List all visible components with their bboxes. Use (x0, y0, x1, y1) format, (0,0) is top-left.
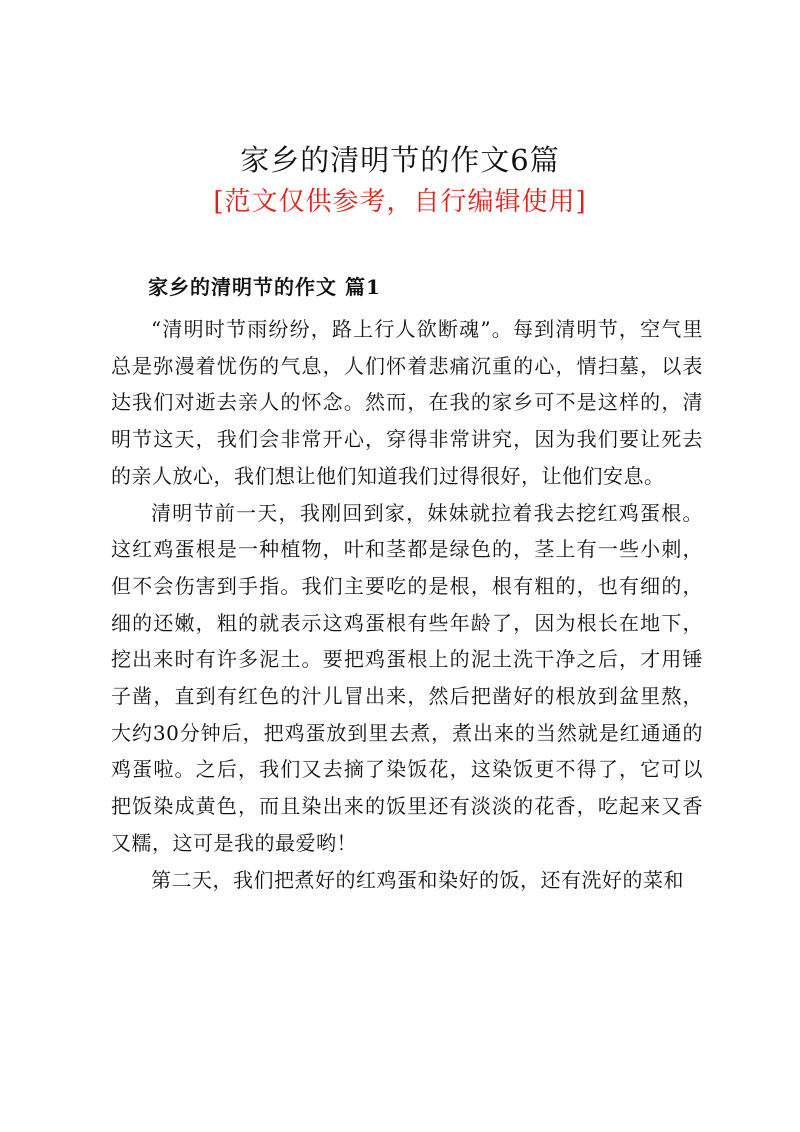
document-title: 家乡的清明节的作文6篇 (240, 143, 560, 177)
document-subtitle: [范文仅供参考，自行编辑使用] (213, 187, 587, 217)
body-text (111, 311, 703, 898)
paragraph-1: “清明时节雨纷纷，路上行人欲断魂”。每到清明节，空气里总是弥漫着忧伤的气息，人们怀着悲痛沉重的心，情扫墓，以表达我们对逝去亲人的怀念。然而，在我的家乡可不是这样的，清明节这天，我们会非常开心，穿得非常讲究，因为我们要让死去的亲人放心，我们想让他们知道我们过得很好，让他们安息。 (111, 317, 703, 488)
paragraph-2: 清明节前一天，我刚回到家，妹妹就拉着我去挖红鸡蛋根。这红鸡蛋根是一种植物，叶和茎都是绿色的，茎上有一些小刺，但不会伤害到手指。我们主要吃的是根，根有粗的，也有细的，细的还嫩，粗的就表示这鸡蛋根有些年龄了，因为根长在地下，挖出来时有许多泥土。要把鸡蛋根上的泥土洗干净之后，才用锤子凿，直到有红色的汁儿冒出来，然后把凿好的根放到盆里熬，大约30分钟后，把鸡蛋放到里去煮，煮出来的当然就是红通通的鸡蛋啦。之后，我们又去摘了染饭花，这染饭更不得了，它可以把饭染成黄色，而且染出来的饭里还有淡淡的花香，吃起来又香又糯，这可是我的最爱哟！ (111, 500, 703, 855)
paragraph-3: 第二天，我们把煮好的红鸡蛋和染好的饭，还有洗好的菜和 (151, 867, 684, 892)
section-heading: 家乡的清明节的作文 篇1 (148, 275, 381, 299)
